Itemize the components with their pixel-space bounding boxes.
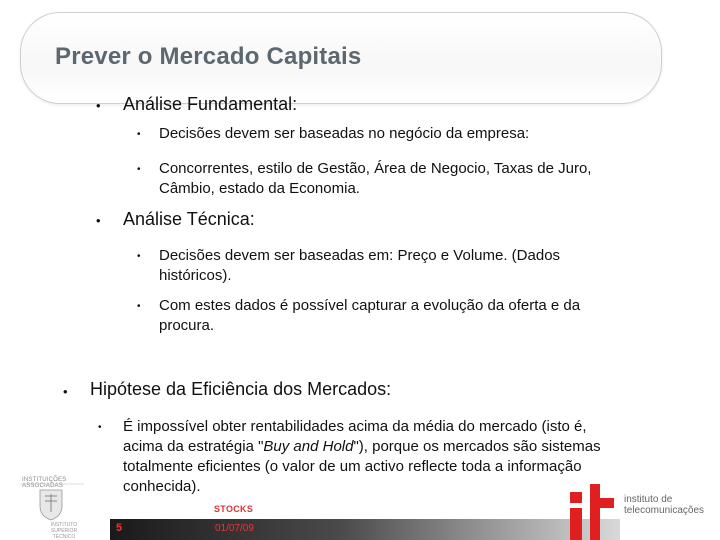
list-item-line: Câmbio, estado da Economia. (159, 180, 360, 197)
list-item-line: Concorrentes, estilo de Gestão, Área de Negocio, Taxas de Juro, (159, 160, 592, 177)
list-item-line: Decisões devem ser baseadas em: Preço e Volume. (Dados (159, 247, 561, 264)
emphasis-text: Buy and Hold (263, 438, 354, 455)
paragraph-line: totalmente eficientes (o valor de um activo reflecte toda a informação (123, 458, 582, 475)
bullet-icon: • (137, 129, 141, 140)
bullet-icon: • (96, 213, 101, 228)
paragraph-line: É impossível obter rentabilidades acima da média do mercado (isto é, (123, 418, 587, 435)
footer-label: STOCKS (214, 504, 254, 514)
bullet-icon: • (137, 301, 141, 312)
page-number: 5 (116, 522, 123, 534)
it-name (624, 494, 704, 516)
list-item-line: Com estes dados é possível capturar a evolução da oferta e da (159, 297, 581, 314)
slide-title: Prever o Mercado Capitais (55, 43, 362, 70)
footer-bar (110, 519, 620, 540)
bullet-icon: • (63, 384, 68, 399)
bullet-icon: • (96, 98, 101, 113)
list-item-line: históricos). (159, 267, 232, 284)
logo-small-text: INSTITUTO SUPERIOR TÉCNICO (50, 522, 78, 540)
it-logo (560, 478, 720, 540)
paragraph-line-emphasis: acima da estratégia "Buy and Hold"), porque os mercados são sistemas (123, 438, 601, 455)
paragraph-line: conhecida). (123, 478, 201, 495)
bullet-icon: • (137, 251, 141, 262)
it-mark-icon (560, 478, 624, 540)
logo-caption: INSTITUIÇÕES ASSOCIADAS (22, 477, 67, 489)
bullet-icon: • (98, 422, 102, 433)
section-heading-technical: Análise Técnica: (123, 209, 255, 229)
it-name-line-1: instituto de (624, 494, 673, 505)
it-name-line-2: telecomunicações (624, 505, 705, 516)
bullet-icon: • (137, 164, 141, 175)
section-heading-hypothesis: Hipótese da Eficiência dos Mercados: (90, 379, 392, 399)
list-item: Decisões devem ser baseadas no negócio da empresa: (159, 125, 530, 142)
footer-date: 01/07/09 (215, 523, 254, 534)
list-item-line: procura. (159, 317, 215, 334)
section-heading-fundamental: Análise Fundamental: (123, 94, 298, 114)
institutions-logo (18, 470, 88, 540)
